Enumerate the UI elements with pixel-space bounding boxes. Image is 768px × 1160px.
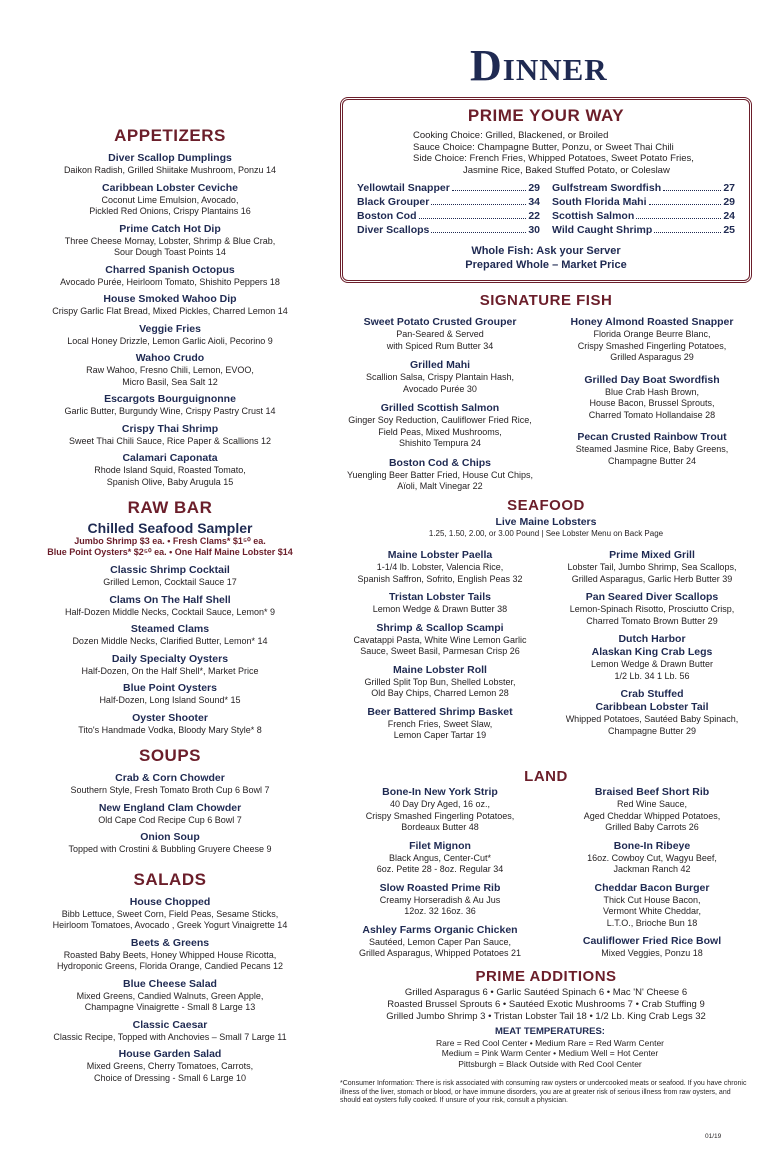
seafood-columns bbox=[340, 549, 752, 748]
prime-fish-name: Wild Caught Shrimp bbox=[552, 224, 653, 236]
menu-item bbox=[20, 937, 320, 973]
item-name: New England Clam Chowder bbox=[98, 801, 242, 814]
item-desc: Garlic Butter, Burgundy Wine, Crispy Pastry Crust 14 bbox=[64, 406, 276, 416]
item-desc: with Spiced Rum Butter 34 bbox=[386, 340, 494, 351]
item-desc: Blue Crab Hash Brown, bbox=[604, 386, 700, 397]
lobster-desc: 1.25, 1.50, 2.00, or 3.00 Pound | See Lobster Menu on Back Page bbox=[428, 529, 664, 538]
menu-item bbox=[552, 316, 752, 364]
consumer-disclaimer: *Consumer Information: There is risk associated with consuming raw oysters or undercooked meats or seafood. If you have chronic illness of the liver, stomach or blood, or have immune disorders, you are at greater risk of serious illness from raw oysters, and should eat oysters fully cooked. If unsure of your risk, consult a physician. bbox=[340, 1080, 747, 1104]
menu-item bbox=[340, 924, 540, 960]
additions-line-3: Grilled Jumbo Shrimp 3 • Tristan Lobster Tail 18 • 1/2 Lb. King Crab Legs 32 bbox=[386, 1011, 706, 1022]
menu-item bbox=[552, 882, 752, 930]
item-desc: Champagne Butter 24 bbox=[607, 455, 697, 466]
prime-fish-price: 25 bbox=[723, 224, 735, 236]
item-desc: Yuengling Beer Batter Fried, House Cut Chips, bbox=[346, 469, 534, 480]
item-name: Maine Lobster Paella bbox=[387, 549, 493, 561]
raw-bar-list bbox=[20, 564, 320, 736]
menu-item bbox=[552, 633, 752, 682]
prime-fish-row bbox=[552, 210, 735, 222]
meat-temperatures bbox=[400, 1027, 700, 1069]
item-desc: 16oz. Cowboy Cut, Wagyu Beef, bbox=[587, 852, 717, 863]
sampler-line-2: Blue Point Oysters* $2⁵⁰ ea. • One Half Maine Lobster $14 bbox=[47, 547, 293, 557]
item-name: Caribbean Lobster Ceviche bbox=[102, 181, 238, 194]
meat-temps-line-2: Medium = Pink Warm Center • Medium Well = Hot Center bbox=[441, 1048, 659, 1058]
item-name: Diver Scallop Dumplings bbox=[108, 152, 232, 164]
leader-dots bbox=[419, 210, 527, 219]
item-desc: Steamed Jasmine Rice, Baby Greens, bbox=[575, 444, 729, 454]
item-name: House Chopped bbox=[129, 895, 211, 908]
item-name: Dutch Harbor bbox=[618, 633, 686, 645]
item-desc: Florida Orange Beurre Blanc, bbox=[593, 329, 711, 339]
item-desc: Bibb Lettuce, Sweet Corn, Field Peas, Sesame Sticks, bbox=[61, 908, 279, 919]
item-desc: Grilled Baby Carrots 26 bbox=[605, 822, 699, 832]
item-desc: Lemon Wedge & Drawn Butter 38 bbox=[372, 604, 508, 614]
item-name: Ashley Farms Organic Chicken bbox=[362, 923, 518, 936]
prime-fish-row bbox=[552, 196, 735, 208]
menu-item bbox=[340, 402, 540, 450]
item-desc: Heirloom Tomatoes, Avocado , Greek Yogurt Vinaigrette 14 bbox=[52, 920, 288, 930]
item-desc: Shishito Tempura 24 bbox=[399, 438, 481, 448]
item-desc: Charred Tomato Hollandaise 28 bbox=[588, 409, 716, 420]
item-desc: 6oz. Petite 28 - 8oz. Regular 34 bbox=[376, 864, 504, 874]
item-name: Bone-In Ribeye bbox=[613, 839, 691, 852]
meat-temps-heading: MEAT TEMPERATURES: bbox=[495, 1026, 605, 1037]
item-desc: Half-Dozen Middle Necks, Cocktail Sauce, Lemon* 9 bbox=[64, 606, 276, 617]
menu-item bbox=[552, 935, 752, 960]
item-name: Sweet Potato Crusted Grouper bbox=[363, 316, 517, 328]
page-title: Dinner bbox=[470, 41, 608, 90]
item-desc: Spanish Saffron, Sofrito, English Peas 32 bbox=[357, 573, 523, 584]
item-desc: Choice of Dressing - Small 6 Large 10 bbox=[93, 1072, 247, 1083]
prime-fish-price: 34 bbox=[528, 196, 540, 208]
item-name: Clams On The Half Shell bbox=[109, 593, 231, 606]
leader-dots bbox=[654, 224, 721, 233]
item-name: Onion Soup bbox=[140, 831, 200, 843]
menu-item bbox=[20, 564, 320, 589]
menu-item bbox=[20, 182, 320, 218]
prime-fish-name: South Florida Mahi bbox=[552, 196, 647, 208]
menu-item bbox=[340, 622, 540, 658]
lobster-title: Live Maine Lobsters bbox=[495, 516, 597, 528]
item-desc: Red Wine Sauce, bbox=[616, 799, 688, 809]
signature-left bbox=[340, 316, 540, 500]
menu-item bbox=[552, 840, 752, 876]
leader-dots bbox=[431, 224, 526, 233]
raw-bar-heading: RAW BAR bbox=[127, 498, 213, 517]
menu-item bbox=[20, 653, 320, 678]
prime-fish-price: 27 bbox=[723, 182, 735, 194]
menu-item bbox=[20, 1048, 320, 1084]
item-desc: L.T.O., Brioche Bun 18 bbox=[606, 917, 698, 928]
menu-item bbox=[340, 840, 540, 876]
item-desc: Classic Recipe, Topped with Anchovies – Small 7 Large 11 bbox=[53, 1031, 287, 1042]
item-desc: Grilled Asparagus 29 bbox=[610, 352, 694, 362]
menu-item bbox=[20, 831, 320, 856]
item-desc: Lemon-Spinach Risotto, Prosciutto Crisp, bbox=[569, 604, 735, 614]
item-desc: 12oz. 32 16oz. 36 bbox=[404, 906, 476, 916]
prime-additions bbox=[340, 968, 752, 1023]
land-columns bbox=[340, 786, 752, 966]
item-name: Tristan Lobster Tails bbox=[389, 591, 491, 603]
seafood-left bbox=[340, 549, 540, 748]
item-desc: House Bacon, Brussel Sprouts, bbox=[589, 398, 715, 408]
item-name: Wahoo Crudo bbox=[135, 352, 205, 364]
item-desc: Dozen Middle Necks, Clarified Butter, Lemon* 14 bbox=[72, 636, 268, 646]
item-name: Filet Mignon bbox=[409, 839, 471, 852]
menu-item bbox=[20, 352, 320, 388]
land-left bbox=[340, 786, 540, 966]
item-name: Honey Almond Roasted Snapper bbox=[570, 316, 734, 328]
prime-fish-price: 30 bbox=[528, 224, 540, 236]
signature-right bbox=[552, 316, 752, 500]
item-desc: Lobster Tail, Jumbo Shrimp, Sea Scallops, bbox=[567, 562, 737, 572]
item-desc: Raw Wahoo, Fresno Chili, Lemon, EVOO, bbox=[86, 365, 254, 375]
item-desc: Mixed Greens, Candied Walnuts, Green Apple, bbox=[76, 990, 264, 1001]
whole-fish-line-2: Prepared Whole – Market Price bbox=[465, 259, 627, 271]
item-desc: Coconut Lime Emulsion, Avocado, bbox=[101, 194, 239, 205]
item-name: Veggie Fries bbox=[139, 322, 201, 335]
item-desc: Grilled Asparagus, Whipped Potatoes 21 bbox=[358, 948, 522, 958]
item-desc: Creamy Horseradish & Au Jus bbox=[379, 894, 501, 905]
item-desc: Local Honey Drizzle, Lemon Garlic Aioli, Pecorino 9 bbox=[67, 335, 273, 346]
menu-item bbox=[20, 802, 320, 827]
prime-fish-name: Diver Scallops bbox=[357, 224, 430, 236]
item-desc: Aïoli, Malt Vinegar 22 bbox=[397, 481, 483, 491]
item-name: Charred Spanish Octopus bbox=[105, 263, 235, 276]
prime-your-way-box bbox=[340, 97, 752, 283]
item-name: Cheddar Bacon Burger bbox=[594, 881, 710, 894]
item-name: Prime Catch Hot Dip bbox=[119, 222, 221, 235]
menu-item bbox=[20, 452, 320, 488]
menu-item bbox=[20, 293, 320, 318]
prime-fish-row bbox=[357, 210, 540, 222]
menu-item bbox=[20, 393, 320, 418]
item-name: Crab Stuffed bbox=[620, 688, 684, 700]
leader-dots bbox=[431, 196, 526, 205]
seafood-heading: SEAFOOD bbox=[507, 497, 585, 514]
item-name: Blue Point Oysters bbox=[123, 682, 217, 694]
prime-fish-row bbox=[552, 224, 735, 236]
prime-choices bbox=[357, 130, 735, 176]
item-desc: Cavatappi Pasta, White Wine Lemon Garlic bbox=[353, 634, 527, 645]
item-desc: Topped with Crostini & Bubbling Gruyere Cheese 9 bbox=[68, 844, 272, 854]
menu-item bbox=[20, 682, 320, 707]
leader-dots bbox=[452, 182, 527, 191]
cooking-choice: Cooking Choice: Grilled, Blackened, or Broiled bbox=[413, 130, 609, 141]
item-desc: French Fries, Sweet Slaw, bbox=[387, 718, 493, 729]
item-desc: Grilled Asparagus, Garlic Herb Butter 39 bbox=[571, 573, 733, 584]
leader-dots bbox=[649, 196, 722, 205]
lobster-note bbox=[340, 516, 752, 539]
seafood-right bbox=[552, 549, 752, 748]
item-name: Steamed Clams bbox=[130, 623, 210, 635]
menu-item bbox=[20, 772, 320, 797]
item-desc: Daikon Radish, Grilled Shiitake Mushroom, Ponzu 14 bbox=[63, 165, 277, 175]
meat-temps-line-3: Pittsburgh = Black Outside with Red Cool Center bbox=[458, 1058, 642, 1069]
item-desc: Hydroponic Greens, Florida Orange, Candied Pecans 12 bbox=[56, 961, 284, 971]
menu-item bbox=[340, 549, 540, 585]
item-name: Beer Battered Shrimp Basket bbox=[367, 705, 513, 718]
item-desc: Lemon Caper Tartar 19 bbox=[393, 730, 487, 740]
menu-item bbox=[20, 1019, 320, 1044]
item-desc: Pan-Seared & Served bbox=[396, 329, 484, 339]
land-heading: LAND bbox=[524, 768, 568, 785]
prime-heading: PRIME YOUR WAY bbox=[467, 106, 625, 125]
menu-item bbox=[552, 431, 752, 467]
item-desc: Sweet Thai Chili Sauce, Rice Paper & Scallions 12 bbox=[69, 435, 271, 446]
menu-item bbox=[340, 316, 540, 352]
item-desc: Charred Tomato Brown Butter 29 bbox=[586, 615, 718, 626]
salads-heading: SALADS bbox=[133, 869, 207, 889]
item-desc: Southern Style, Fresh Tomato Broth Cup 6 Bowl 7 bbox=[70, 785, 270, 795]
item-desc: Avocado Purée 30 bbox=[403, 383, 477, 394]
menu-item bbox=[552, 374, 752, 422]
menu-item bbox=[20, 152, 320, 177]
menu-item bbox=[340, 591, 540, 616]
signature-columns bbox=[340, 316, 752, 500]
item-name: Grilled Day Boat Swordfish bbox=[584, 373, 720, 386]
item-name: Shrimp & Scallop Scampi bbox=[376, 621, 504, 634]
signature-heading: SIGNATURE FISH bbox=[479, 292, 613, 309]
item-desc: Spanish Olive, Baby Arugula 15 bbox=[106, 476, 234, 487]
menu-item bbox=[20, 623, 320, 648]
prime-fish-row bbox=[357, 182, 540, 194]
prime-fish-grid bbox=[357, 182, 735, 236]
side-choice-cont: Jasmine Rice, Baked Stuffed Potato, or Coleslaw bbox=[463, 164, 670, 176]
menu-item bbox=[340, 882, 540, 918]
item-desc: Whipped Potatoes, Sautéed Baby Spinach, bbox=[565, 714, 739, 724]
item-name: House Garden Salad bbox=[118, 1048, 222, 1060]
item-name: Alaskan King Crab Legs bbox=[591, 646, 713, 658]
leader-dots bbox=[663, 182, 721, 191]
sampler-title: Chilled Seafood Sampler bbox=[87, 520, 253, 536]
soups-heading: SOUPS bbox=[138, 746, 202, 765]
item-desc: Bordeaux Butter 48 bbox=[401, 822, 479, 832]
item-name: Oyster Shooter bbox=[132, 711, 208, 724]
leader-dots bbox=[636, 210, 721, 219]
side-choice: Side Choice: French Fries, Whipped Potatoes, Sweet Potato Fries, bbox=[413, 153, 694, 164]
item-name: Blue Cheese Salad bbox=[123, 977, 217, 990]
item-name: Grilled Mahi bbox=[409, 359, 471, 371]
item-desc: Three Cheese Mornay, Lobster, Shrimp & Blue Crab, bbox=[64, 235, 276, 246]
item-name: Pecan Crusted Rainbow Trout bbox=[577, 431, 727, 443]
menu-item bbox=[20, 323, 320, 348]
item-desc: Aged Cheddar Whipped Potatoes, bbox=[583, 810, 721, 821]
prime-fish-price: 22 bbox=[528, 210, 540, 222]
item-name: Classic Caesar bbox=[132, 1018, 208, 1031]
item-desc: Old Bay Chips, Charred Lemon 28 bbox=[371, 688, 509, 698]
item-desc: Sautéed, Lemon Caper Pan Sauce, bbox=[368, 936, 512, 947]
item-desc: Sauce, Sweet Basil, Parmesan Crisp 26 bbox=[360, 646, 520, 656]
item-desc: Grilled Split Top Bun, Shelled Lobster, bbox=[364, 676, 516, 687]
item-desc: Micro Basil, Sea Salt 12 bbox=[122, 376, 218, 387]
menu-item bbox=[340, 706, 540, 742]
whole-fish-note bbox=[357, 244, 735, 272]
item-desc: Jackman Ranch 42 bbox=[613, 864, 691, 874]
item-desc: Grilled Lemon, Cocktail Sauce 17 bbox=[103, 577, 237, 587]
item-name: Maine Lobster Roll bbox=[393, 663, 487, 676]
menu-item bbox=[20, 896, 320, 932]
item-desc: Mixed Veggies, Ponzu 18 bbox=[601, 948, 703, 958]
item-desc: Crispy Smashed Fingerling Potatoes, bbox=[577, 340, 727, 351]
item-name: Escargots Bourguignonne bbox=[104, 393, 236, 405]
sauce-choice: Sauce Choice: Champagne Butter, Ponzu, or Sweet Thai Chili bbox=[413, 141, 674, 153]
meat-temps-line-1: Rare = Red Cool Center • Medium Rare = Red Warm Center bbox=[436, 1037, 664, 1048]
appetizers-heading: APPETIZERS bbox=[114, 126, 226, 145]
item-name: Beets & Greens bbox=[130, 936, 210, 949]
item-desc: Field Peas, Mixed Mushrooms, bbox=[378, 426, 502, 437]
prime-fish-name: Scottish Salmon bbox=[552, 210, 635, 222]
item-desc: Vermont White Cheddar, bbox=[602, 906, 702, 916]
menu-item bbox=[20, 423, 320, 448]
item-desc: Half-Dozen, Long Island Sound* 15 bbox=[99, 695, 241, 705]
menu-item bbox=[20, 978, 320, 1014]
prime-fish-name: Yellowtail Snapper bbox=[357, 182, 450, 194]
item-desc: 40 Day Dry Aged, 16 oz., bbox=[389, 799, 491, 809]
item-desc: Champagne Butter 29 bbox=[607, 725, 697, 736]
item-name: Boston Cod & Chips bbox=[388, 456, 492, 469]
item-desc: Old Cape Cod Recipe Cup 6 Bowl 7 bbox=[98, 814, 242, 825]
item-name: Caribbean Lobster Tail bbox=[595, 701, 709, 713]
item-desc: Roasted Baby Beets, Honey Whipped House Ricotta, bbox=[63, 949, 277, 960]
left-column bbox=[20, 126, 320, 1089]
land-right bbox=[552, 786, 752, 966]
prime-fish-name: Boston Cod bbox=[357, 210, 417, 222]
additions-heading: PRIME ADDITIONS bbox=[475, 968, 617, 985]
item-desc: Rhode Island Squid, Roasted Tomato, bbox=[94, 465, 246, 475]
prime-fish-row bbox=[357, 224, 540, 236]
prime-fish-name: Gulfstream Swordfish bbox=[552, 182, 662, 194]
item-desc: Scallion Salsa, Crispy Plantain Hash, bbox=[365, 372, 515, 382]
menu-item bbox=[20, 223, 320, 259]
prime-fish-price: 24 bbox=[723, 210, 735, 222]
menu-item bbox=[20, 594, 320, 619]
menu-item bbox=[340, 457, 540, 493]
item-desc: Lemon Wedge & Drawn Butter bbox=[591, 659, 713, 669]
menu-item bbox=[20, 264, 320, 289]
appetizers-list bbox=[20, 152, 320, 488]
item-desc: Sour Dough Toast Points 14 bbox=[114, 247, 226, 257]
item-name: Classic Shrimp Cocktail bbox=[110, 564, 230, 576]
item-desc: Crispy Smashed Fingerling Potatoes, bbox=[365, 810, 515, 821]
item-desc: 1/2 Lb. 34 1 Lb. 56 bbox=[614, 670, 690, 681]
item-name: Braised Beef Short Rib bbox=[594, 786, 710, 798]
item-desc: 1-1/4 lb. Lobster, Valencia Rice, bbox=[376, 562, 504, 572]
menu-item bbox=[340, 786, 540, 834]
prime-fish-price: 29 bbox=[723, 196, 735, 208]
item-name: Bone-In New York Strip bbox=[382, 786, 498, 798]
item-name: Prime Mixed Grill bbox=[609, 549, 695, 561]
soups-list bbox=[20, 772, 320, 856]
item-desc: Thick Cut House Bacon, bbox=[603, 894, 701, 905]
item-name: Crispy Thai Shrimp bbox=[121, 422, 219, 435]
version-code: 01/19 bbox=[705, 1133, 722, 1140]
salads-list bbox=[20, 896, 320, 1085]
item-desc: Tito's Handmade Vodka, Bloody Mary Style* 8 bbox=[78, 724, 262, 735]
item-name: Slow Roasted Prime Rib bbox=[379, 881, 501, 894]
additions-line-1: Grilled Asparagus 6 • Garlic Sautéed Spinach 6 • Mac 'N' Cheese 6 bbox=[404, 987, 688, 998]
item-desc: Half-Dozen, On the Half Shell*, Market Price bbox=[81, 665, 259, 676]
item-desc: Crispy Garlic Flat Bread, Mixed Pickles, Charred Lemon 14 bbox=[52, 306, 288, 316]
item-desc: Black Angus, Center-Cut* bbox=[388, 852, 492, 863]
prime-fish-name: Black Grouper bbox=[357, 196, 430, 208]
item-name: Grilled Scottish Salmon bbox=[380, 402, 500, 414]
item-desc: Champagne Vinaigrette - Small 8 Large 13 bbox=[84, 1002, 256, 1012]
item-desc: Mixed Greens, Cherry Tomatoes, Carrots, bbox=[86, 1061, 254, 1071]
menu-item bbox=[340, 359, 540, 395]
sampler-line-1: Jumbo Shrimp $3 ea. • Fresh Clams* $1⁵⁰ ea. bbox=[74, 536, 266, 546]
item-name: Crab & Corn Chowder bbox=[115, 772, 225, 784]
additions-line-2: Roasted Brussel Sprouts 6 • Sautéed Exotic Mushrooms 7 • Crab Stuffing 9 bbox=[387, 999, 705, 1010]
item-name: Cauliflower Fried Rice Bowl bbox=[582, 935, 722, 947]
menu-item bbox=[552, 549, 752, 585]
menu-item bbox=[340, 664, 540, 700]
item-desc: Ginger Soy Reduction, Cauliflower Fried Rice, bbox=[348, 415, 532, 425]
prime-fish-row bbox=[552, 182, 735, 194]
item-desc: Pickled Red Onions, Crispy Plantains 16 bbox=[89, 206, 251, 216]
item-name: Calamari Caponata bbox=[122, 452, 218, 464]
item-desc: Avocado Purée, Heirloom Tomato, Shishito Peppers 18 bbox=[60, 276, 280, 287]
whole-fish-line-1: Whole Fish: Ask your Server bbox=[471, 245, 621, 257]
item-name: Pan Seared Diver Scallops bbox=[585, 591, 719, 603]
menu-item bbox=[552, 591, 752, 627]
menu-item bbox=[552, 688, 752, 737]
prime-fish-price: 29 bbox=[528, 182, 540, 194]
item-name: House Smoked Wahoo Dip bbox=[103, 293, 237, 305]
item-name: Daily Specialty Oysters bbox=[111, 652, 229, 665]
menu-item bbox=[552, 786, 752, 834]
menu-item bbox=[20, 712, 320, 737]
prime-fish-row bbox=[357, 196, 540, 208]
